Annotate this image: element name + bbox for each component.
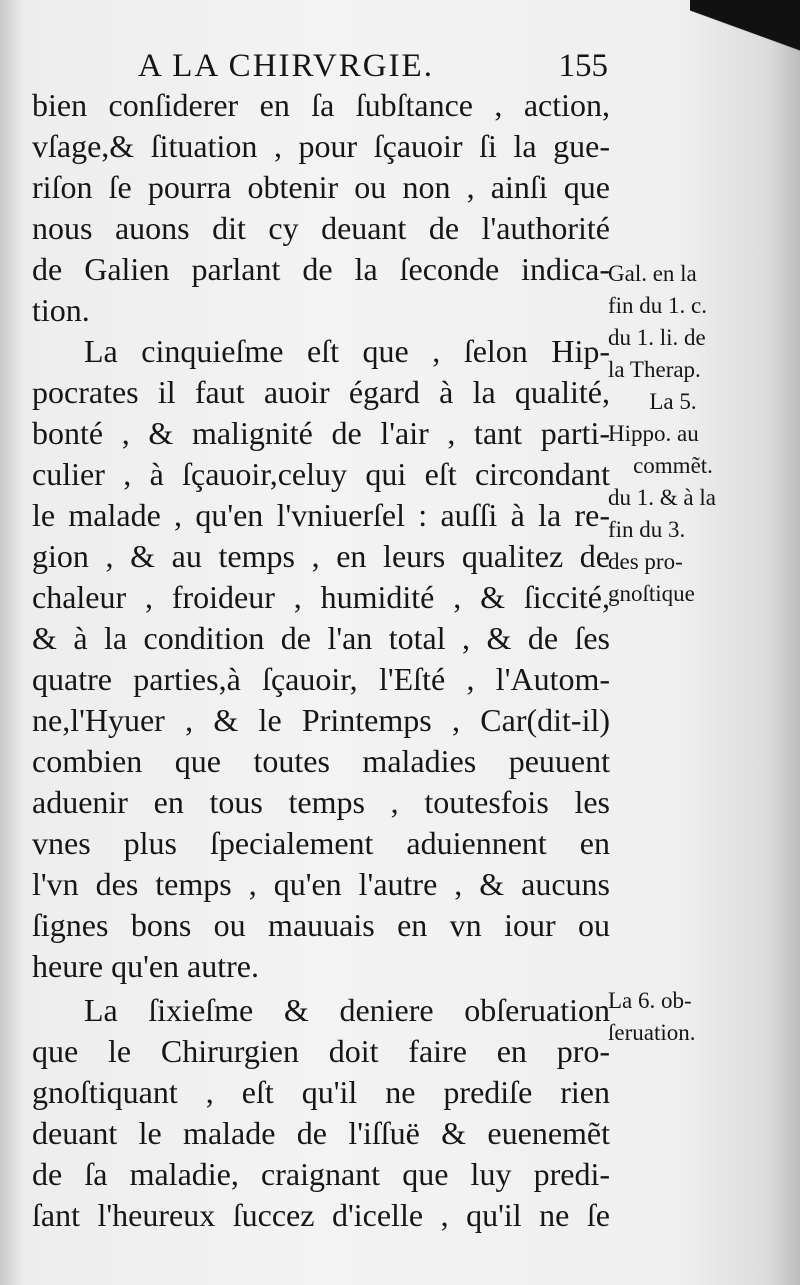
text-line: gnoſtiquant , eſt qu'il ne prediſe rien	[32, 1074, 610, 1110]
text-line: pocrates il faut auoir égard à la qualité,	[32, 374, 610, 410]
margin-note-sixth-observation	[608, 985, 798, 1049]
text-line: riſon ſe pourra obtenir ou non , ainſi que	[32, 169, 610, 205]
text-line: ne,l'Hyuer , & le Printemps , Car(dit-il)	[32, 702, 610, 738]
text-line: gion , & au temps , en leurs qualitez de	[32, 538, 610, 574]
margin-note-galien	[608, 258, 798, 386]
margin-note-line: fin du 3.	[608, 517, 686, 542]
text-line: que le Chirurgien doit faire en pro-	[32, 1033, 610, 1069]
margin-note-line: La 6. ob-	[608, 988, 692, 1013]
text-line: La ſixieſme & deniere obſeruation	[84, 992, 610, 1028]
margin-note-line: gnoſtique	[608, 581, 695, 606]
text-line: aduenir en tous temps , toutesfois les	[32, 784, 610, 820]
margin-note-line: Gal. en la	[608, 261, 697, 286]
text-line: combien que toutes maladies peuuent	[32, 743, 610, 779]
page-corner-shadow	[690, 0, 800, 60]
text-line: de Galien parlant de la ſeconde indica-	[32, 251, 610, 287]
margin-note-line: du 1. & à la	[608, 485, 716, 510]
text-line: bien conſiderer en ſa ſubſtance , action,	[32, 87, 610, 123]
text-line: heure qu'en autre.	[32, 948, 259, 984]
text-line: l'vn des temps , qu'en l'autre , & aucuns	[32, 866, 610, 902]
text-line: ſignes bons ou mauuais en vn iour ou	[32, 907, 610, 943]
text-line: vſage,& ſituation , pour ſçauoir ſi la gue-	[32, 128, 610, 164]
page-number: 155	[558, 48, 608, 84]
margin-note-line: Hippo. au	[608, 421, 699, 446]
text-line: & à la condition de l'an total , & de ſes	[32, 620, 610, 656]
margin-note-line: du 1. li. de	[608, 325, 706, 350]
margin-note-line: la Therap.	[608, 357, 701, 382]
text-line: culier , à ſçauoir,celuy qui eſt circondant	[32, 456, 610, 492]
text-line: nous auons dit cy deuant de l'authorité	[32, 210, 610, 246]
text-line: bonté , & malignité de l'air , tant parti-	[32, 415, 610, 451]
body-text	[32, 85, 610, 1236]
margin-note-line: fin du 1. c.	[608, 293, 708, 318]
margin-note-line: commẽt.	[633, 453, 713, 478]
text-line: de ſa maladie, craignant que luy predi-	[32, 1156, 610, 1192]
margin-note-line: des pro-	[608, 549, 683, 574]
text-line: La cinquieſme eſt que , ſelon Hip-	[84, 333, 610, 369]
text-line: chaleur , froideur , humidité , & ſiccité,	[32, 579, 610, 615]
text-line: quatre parties,à ſçauoir, l'Eſté , l'Autom-	[32, 661, 610, 697]
text-line: ſant l'heureux ſuccez d'icelle , qu'il ne ſe	[32, 1197, 610, 1233]
margin-note-line: ſeruation.	[608, 1020, 696, 1045]
text-line: deuant le malade de l'iſſuë & euenemẽt	[32, 1115, 610, 1151]
running-title: A LA CHIRVRGIE.	[138, 48, 434, 84]
text-line: vnes plus ſpecialement aduiennent en	[32, 825, 610, 861]
text-line: le malade , qu'en l'vniuerſel : auſſi à la re-	[32, 497, 610, 533]
margin-note-hippocrates	[608, 386, 798, 610]
margin-note-line: La 5.	[649, 389, 697, 414]
text-line: tion.	[32, 292, 90, 328]
